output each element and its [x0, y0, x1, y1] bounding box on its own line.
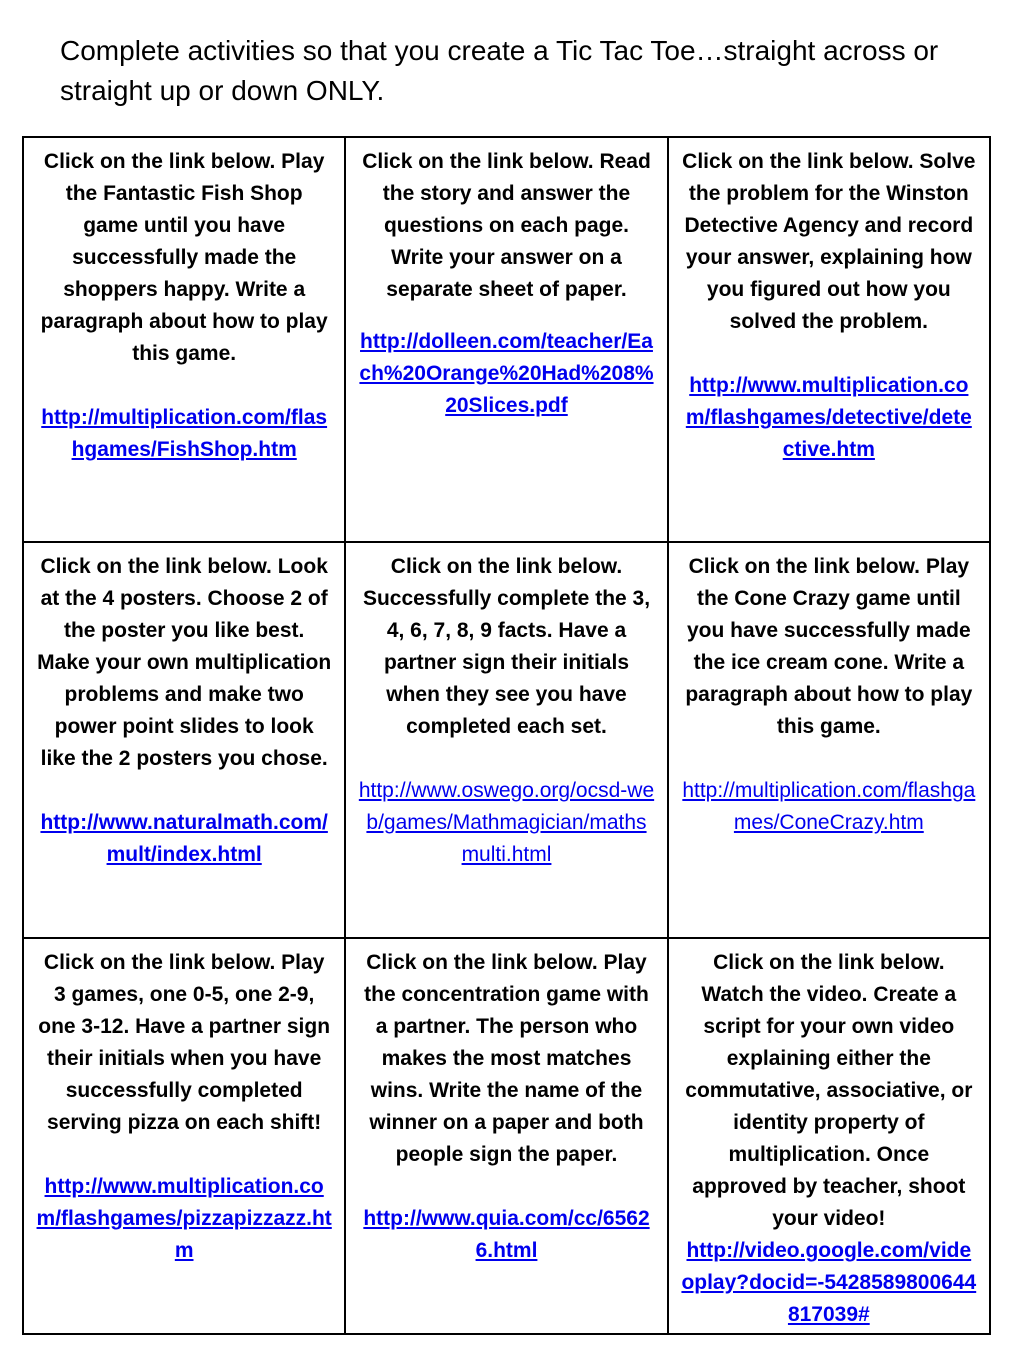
activity-instructions-8: Click on the link below. Play the concentration game with a partner. The person who makes the most matches wins. Write the name of the winner on a paper and both people sign the paper.: [364, 951, 649, 1166]
activity-instructions-7: Click on the link below. Play 3 games, one 0-5, one 2-9, one 3-12. Have a partner sign their initials when you have successfully completed serving pizza on each shift!: [38, 951, 331, 1134]
activity-link-8[interactable]: http://www.quia.com/cc/65626.html: [363, 1207, 650, 1262]
activity-link-4[interactable]: http://www.naturalmath.com/mult/index.html: [40, 811, 328, 866]
activity-instructions-6: Click on the link below. Play the Cone Crazy game until you have successfully made the ice cream cone. Write a paragraph about how to play this game.: [685, 555, 973, 738]
activity-link-9[interactable]: http://video.google.com/videoplay?docid=-5428589800644817039#: [681, 1239, 977, 1326]
activity-cell-9: [668, 938, 990, 1334]
activity-instructions-1: Click on the link below. Play the Fantastic Fish Shop game until you have successfully made the shoppers happy. Write a paragraph about how to play this game.: [40, 150, 328, 365]
activity-link-6[interactable]: http://multiplication.com/flashgames/ConeCrazy.htm: [682, 779, 976, 834]
activity-link-2[interactable]: http://dolleen.com/teacher/Each%20Orange%20Had%208%20Slices.pdf: [359, 330, 654, 417]
activity-cell-4: [23, 542, 345, 938]
grid-row-2: [23, 542, 990, 938]
activity-link-5[interactable]: http://www.oswego.org/ocsd-web/games/Mathmagician/mathsmulti.html: [358, 779, 655, 866]
activity-instructions-4: Click on the link below. Look at the 4 posters. Choose 2 of the poster you like best. Make your own multiplication problems and make two power point slides to look like the 2 posters you chose.: [37, 555, 332, 770]
activity-instructions-3: Click on the link below. Solve the problem for the Winston Detective Agency and record your answer, explaining how you figured out how you solved the problem.: [682, 150, 976, 333]
grid-row-3: [23, 938, 990, 1334]
tic-tac-toe-grid: [22, 136, 991, 1335]
activity-instructions-2: Click on the link below. Read the story and answer the questions on each page. Write your answer on a separate sheet of paper.: [362, 150, 651, 301]
activity-cell-3: [668, 137, 990, 542]
page-title: Complete activities so that you create a Tic Tac Toe…straight across or straight up or down ONLY.: [60, 35, 939, 106]
grid-row-1: [23, 137, 990, 542]
activity-cell-1: [23, 137, 345, 542]
activity-instructions-9: Click on the link below. Watch the video. Create a script for your own video explaining either the commutative, associative, or identity property of multiplication. Once approved by teacher, shoot your video!: [685, 951, 973, 1230]
activity-cell-2: [345, 137, 667, 542]
activity-link-3[interactable]: http://www.multiplication.com/flashgames/detective/detective.htm: [685, 374, 972, 461]
activity-cell-7: [23, 938, 345, 1334]
activity-link-7[interactable]: http://www.multiplication.com/flashgames/pizzapizzazz.htm: [36, 1175, 332, 1262]
activity-cell-8: [345, 938, 667, 1334]
activity-cell-5: [345, 542, 667, 938]
activity-cell-6: [668, 542, 990, 938]
activity-instructions-5: Click on the link below. Successfully complete the 3, 4, 6, 7, 8, 9 facts. Have a partner sign their initials when they see you have completed each set.: [362, 555, 651, 738]
activity-link-1[interactable]: http://multiplication.com/flashgames/FishShop.htm: [41, 406, 328, 461]
